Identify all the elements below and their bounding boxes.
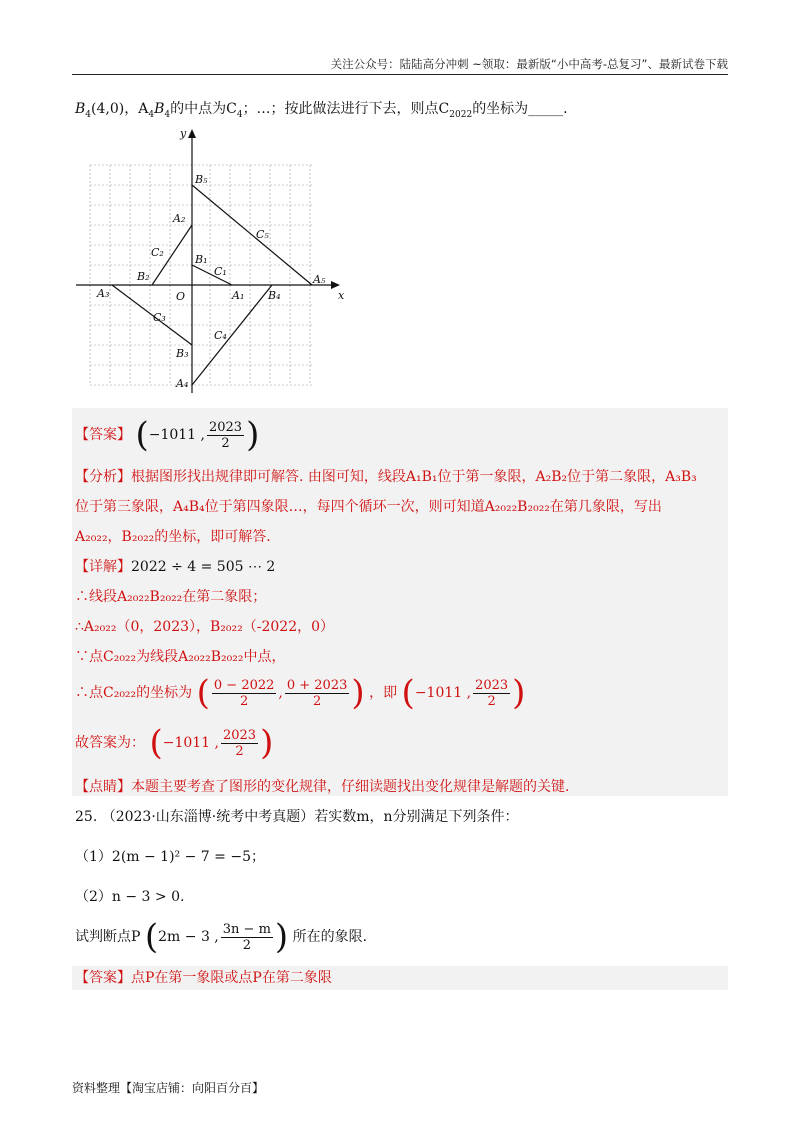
detail-line-5: 故答案为： (−1011 , $\frac{2023}{2}$ ) [75, 723, 274, 763]
label-c5: C₅ [256, 228, 269, 241]
analysis-line-1: 【分析】根据图形找出规律即可解答. 由图可知，线段A₁B₁位于第一象限，A₂B₂位于第二象限，A₃B₃ [75, 469, 697, 485]
intro-line: $B_4(4,0)$，$A_4B_4$的中点为$C_4$；…；按此做法进行下去，则点$C_{2022}$的坐标为_____. [75, 101, 568, 120]
page-footer: 资料整理【淘宝店铺：向阳百分百】 [72, 1081, 265, 1095]
question-25-condition-1: （1）2(m − 1)² − 7 = −5； [75, 849, 265, 865]
label-c4: C₄ [214, 329, 227, 342]
detail-line-eq: 【详解】2022 ÷ 4 = 505 ⋯ 2 [75, 559, 276, 575]
answer-line: 【答案】 (−1011 , $\frac{2023}{2}$ ) [75, 415, 260, 455]
label-b5: B₅ [195, 173, 208, 186]
page-header: 关注公众号：陆陆高分冲刺 ~领取：最新版“小中高考-总复习”、最新试卷下载 [330, 57, 728, 71]
label-a1: A₁ [232, 289, 245, 302]
label-b2: B₂ [137, 270, 150, 283]
header-rule [72, 74, 728, 75]
comment-line: 【点睛】本题主要考查了图形的变化规律，仔细读题找出变化规律是解题的关键. [75, 779, 570, 795]
label-a4: A₄ [176, 377, 189, 390]
question-25-head: 25. （2023·山东淄博·统考中考真题）若实数m，n分别满足下列条件： [75, 809, 519, 825]
label-c1: C₁ [214, 265, 227, 278]
question-25-condition-2: （2）n − 3 > 0. [75, 889, 185, 905]
coordinate-figure [72, 125, 362, 395]
y-axis-arrow [188, 129, 196, 138]
detail-line-3: ∵点C₂₀₂₂为线段A₂₀₂₂B₂₀₂₂中点， [75, 649, 286, 665]
detail-line-1: ∴线段A₂₀₂₂B₂₀₂₂在第二象限； [75, 589, 267, 605]
detail-line-4: ∴点C₂₀₂₂的坐标为 ( $\frac{0 - 2022}{2}$ , $\frac{0 + 2023}{2}$ ) ，即 (−1011 , $\frac{2023}{2}$ ) [75, 673, 526, 713]
label-a5: A₅ [313, 273, 326, 286]
analysis-line-3: A₂₀₂₂，B₂₀₂₂的坐标，即可解答. [75, 529, 271, 545]
axis-label-x: x [338, 289, 345, 302]
axis-label-y: y [180, 127, 187, 140]
label-b1: B₁ [195, 253, 208, 266]
label-c3: C₃ [153, 311, 166, 324]
detail-line-2: ∴A₂₀₂₂（0，2023），B₂₀₂₂（-2022，0） [75, 619, 335, 635]
label-a3: A₃ [97, 287, 110, 300]
x-axis-arrow [331, 281, 340, 289]
label-a2: A₂ [173, 212, 186, 225]
label-c2: C₂ [151, 246, 164, 259]
answer-2-line: 【答案】点P在第一象限或点P在第二象限 [75, 970, 332, 986]
origin-label: O [176, 290, 186, 303]
analysis-line-2: 位于第三象限，A₄B₄位于第四象限…，每四个循环一次，则可知道A₂₀₂₂B₂₀₂₂在第几象限，写出 [75, 499, 662, 515]
question-25-ask: 试判断点P (2m − 3 , $\frac{3n - m}{2}$ ) 所在的象限. [75, 917, 368, 957]
label-b4: B₄ [268, 289, 281, 302]
grid [90, 165, 314, 385]
label-b3: B₃ [176, 347, 189, 360]
